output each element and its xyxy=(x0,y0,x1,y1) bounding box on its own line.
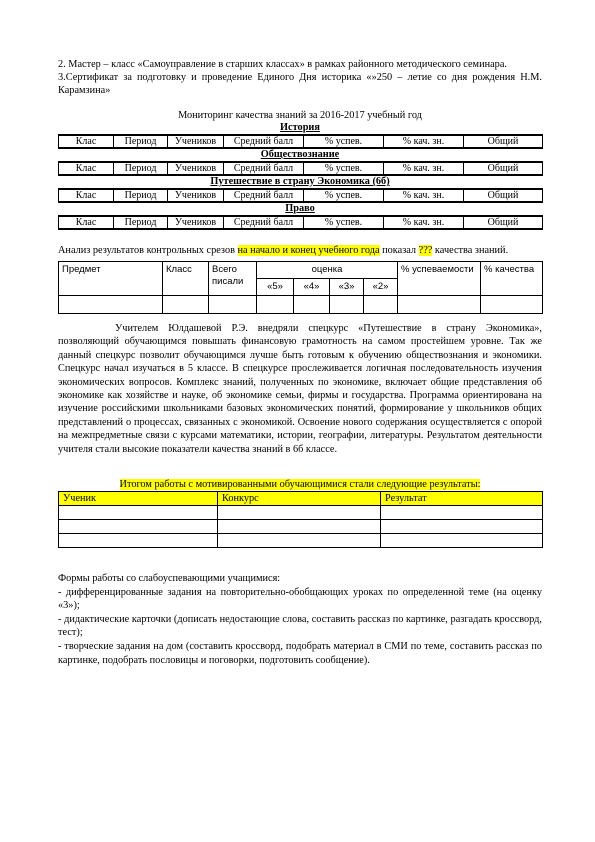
monitoring-subject-heading: Право xyxy=(285,203,315,214)
monitoring-header-cell: % кач. зн. xyxy=(384,216,464,229)
col-grade-header: оценка xyxy=(257,262,398,279)
monitoring-section xyxy=(58,122,542,230)
col-quality-header: % качества xyxy=(481,262,543,296)
monitoring-subject-heading: Обществознание xyxy=(260,149,340,160)
grade-4-header: «4» xyxy=(294,279,330,296)
results-title: Итогом работы с мотивированными обучающимися стали следующие результаты: xyxy=(119,479,481,491)
forms-title: Формы работы со слабоуспевающими учащимися: xyxy=(58,573,281,585)
col-total-header: Всего писали xyxy=(209,262,257,296)
monitoring-header-cell: % успев. xyxy=(304,135,384,148)
monitoring-subject-heading: Путешествие в страну Экономика (6б) xyxy=(210,176,390,187)
monitoring-header-cell: Средний балл xyxy=(224,135,304,148)
analysis-text-before: Анализ результатов контрольных срезов xyxy=(58,245,238,256)
monitoring-header-cell: % кач. зн. xyxy=(384,162,464,175)
teacher-paragraph: Учителем Юлдашевой Р.Э. внедряли спецкурс «Путешествие в страну Экономика», позволяющий обучающимся повышать финансовую грамотность на самом простейшем уровне. Так же данный спецкурс позволит обучающимся лучше быть готовым к обучению обществознания и экономики. Спецкурс начал изучаться в 5 классе. В спецкурсе прослеживается логичная последовательность изучения экономических вопросов. Комплекс знаний, полученных по экономике, включает общие представления об экономике как хозяйстве и науке, об экономике семьи, фирмы и государства. Программа ориентирована на изучение российскими школьниками базовых экономических понятий, формирование у школьников общих представлений о процессах, связанных с экономикой. Освоение нового содержания осуществляется с опорой на межпредметные связи с курсами математики, истории, географии, литературы. Результатом деятельности учителя стали высокие показатели качества знаний в 6б классе. xyxy=(58,323,542,455)
grade-2-header: «2» xyxy=(364,279,398,296)
monitoring-header-cell: % кач. зн. xyxy=(384,189,464,202)
forms-item: - дидактические карточки (дописать недостающие слова, составить рассказ по картинке, разгадать кроссворд, тест); xyxy=(58,613,542,639)
grade-3-header: «3» xyxy=(330,279,364,296)
monitoring-header-cell: Учеников xyxy=(168,216,224,229)
monitoring-header-cell: Учеников xyxy=(168,162,224,175)
monitoring-header-cell: Общий xyxy=(464,135,543,148)
results-table xyxy=(58,491,543,548)
monitoring-header-cell: Общий xyxy=(464,162,543,175)
analysis-highlight-period: на начало и конец учебного года xyxy=(237,245,380,256)
monitoring-table xyxy=(58,215,543,230)
results-contest-header: Конкурс xyxy=(218,492,381,506)
results-row xyxy=(59,506,543,520)
results-student-header: Ученик xyxy=(59,492,218,506)
grade-5-header: «5» xyxy=(257,279,294,296)
monitoring-header-cell: Общий xyxy=(464,189,543,202)
monitoring-header-cell: Клас xyxy=(59,216,114,229)
monitoring-header-cell: % успев. xyxy=(304,189,384,202)
col-subject-header: Предмет xyxy=(59,262,163,296)
monitoring-header-cell: % кач. зн. xyxy=(384,135,464,148)
monitoring-header-cell: Общий xyxy=(464,216,543,229)
monitoring-header-cell: Средний балл xyxy=(224,216,304,229)
results-row xyxy=(59,520,543,534)
monitoring-header-cell: Клас xyxy=(59,189,114,202)
forms-section xyxy=(58,572,542,667)
monitoring-header-cell: Период xyxy=(114,135,168,148)
col-success-header: % успеваемости xyxy=(398,262,481,296)
monitoring-header-cell: Клас xyxy=(59,162,114,175)
monitoring-table xyxy=(58,134,543,149)
monitoring-header-cell: Учеников xyxy=(168,135,224,148)
monitoring-header-cell: Период xyxy=(114,216,168,229)
monitoring-header-cell: Период xyxy=(114,162,168,175)
analysis-highlight-unknown: ??? xyxy=(418,245,433,256)
monitoring-table xyxy=(58,161,543,176)
results-result-header: Результат xyxy=(381,492,543,506)
intro-item-2: 2. Мастер – класс «Самоуправление в старших классах» в рамках районного методического семинара. xyxy=(58,59,507,70)
analysis-table xyxy=(58,261,543,314)
analysis-text-mid: показал xyxy=(379,245,419,256)
results-row xyxy=(59,534,543,548)
monitoring-header-cell: % успев. xyxy=(304,216,384,229)
analysis-sentence xyxy=(58,244,542,257)
monitoring-header-cell: Средний балл xyxy=(224,189,304,202)
monitoring-header-cell: Клас xyxy=(59,135,114,148)
forms-item: - творческие задания на дом (составить кроссворд, подобрать материал в СМИ по теме, составить рассказ по картинке, подобрать пословицы и поговорки, подготовить сообщение). xyxy=(58,641,542,666)
forms-item: - дифференцированные задания на повторительно-обобщающих уроках по определенной теме (на оценку «3»); xyxy=(58,586,542,612)
monitoring-header-cell: Период xyxy=(114,189,168,202)
monitoring-header-cell: Учеников xyxy=(168,189,224,202)
monitoring-header-cell: Средний балл xyxy=(224,162,304,175)
col-class-header: Класс xyxy=(163,262,209,296)
monitoring-header-cell: % успев. xyxy=(304,162,384,175)
intro-item-3: 3.Сертификат за подготовку и проведение Единого Дня историка «»250 – летие со дня рождения Н.М. Карамзина» xyxy=(58,72,542,96)
analysis-empty-row xyxy=(59,296,543,314)
monitoring-subject-heading: История xyxy=(280,122,320,133)
document-page xyxy=(58,58,542,667)
monitoring-title: Мониторинг качества знаний за 2016-2017 учебный год xyxy=(178,110,422,121)
monitoring-table xyxy=(58,188,543,203)
analysis-text-after: качества знаний. xyxy=(432,245,509,256)
